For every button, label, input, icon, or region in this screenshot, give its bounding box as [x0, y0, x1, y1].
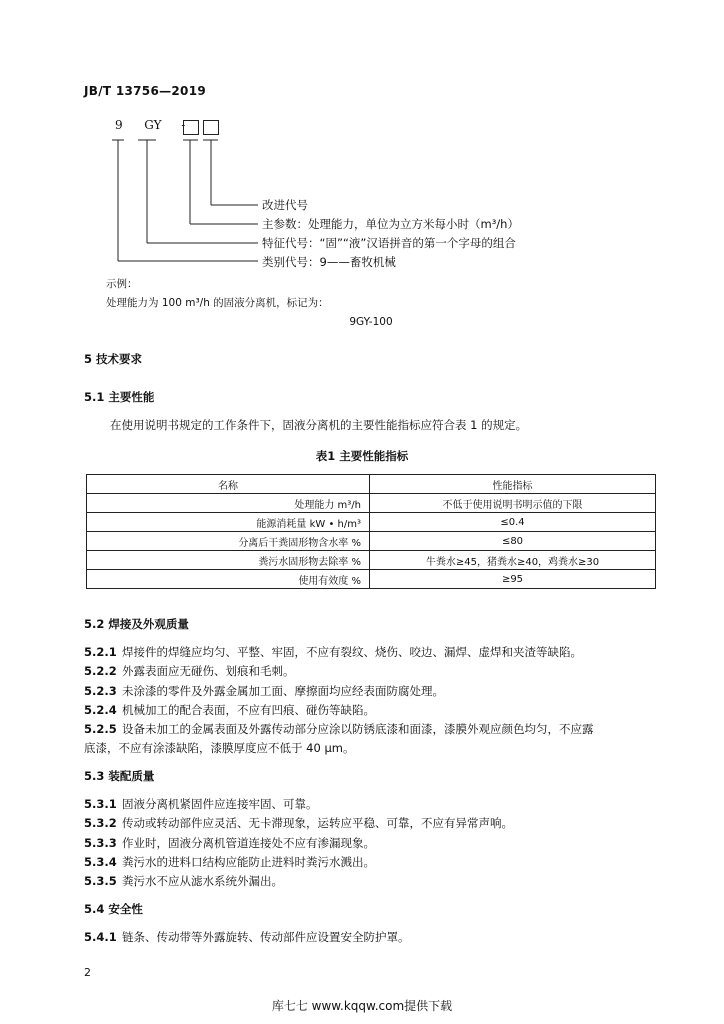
- code-category: 9: [115, 118, 123, 132]
- table-cell-name: 分离后干粪固形物含水率 %: [87, 532, 370, 551]
- table-1-title: 表1 主要性能指标: [315, 449, 409, 463]
- clause-text: 粪污水不应从滤水系统外漏出。: [122, 874, 283, 888]
- clause-text: 固液分离机紧固件应连接牢固、可靠。: [122, 797, 318, 811]
- table-cell-name: 使用有效度 %: [87, 570, 370, 589]
- table-header-row: [87, 475, 656, 494]
- table-row: [87, 494, 656, 513]
- clause-5-3-5: [84, 873, 283, 889]
- clause-5-2-5-continued: 底漆，不应有涂漆缺陷，漆膜厚度应不低于 40 μm。: [84, 741, 355, 755]
- example-mark: 9GY-100: [349, 316, 393, 328]
- clause-5-2-1: [84, 644, 582, 660]
- clause-5-3-4: [84, 854, 375, 870]
- clause-5-3-1: [84, 796, 318, 812]
- table-cell-value: 不低于使用说明书明示值的下限: [370, 494, 656, 513]
- clause-text: 设备未加工的金属表面及外露传动部分应涂以防锈底漆和面漆，漆膜外观应颜色均匀，不应露: [122, 722, 594, 736]
- clause-5-2-2: [84, 663, 295, 679]
- clause-number: 5.4.1: [84, 930, 117, 944]
- clause-number: 5.3.3: [84, 836, 117, 850]
- clause-5-2-5: [84, 721, 594, 737]
- download-footer: 库七七 www.kqqw.com提供下载: [271, 999, 453, 1013]
- table-cell-value: ≥95: [370, 570, 656, 589]
- clause-text: 作业时，固液分离机管道连接处不应有渗漏现象。: [122, 836, 375, 850]
- clause-text: 传动或转动部件应灵活、无卡滞现象，运转应平稳、可靠，不应有异常声响。: [122, 816, 513, 830]
- table-row: [87, 551, 656, 570]
- table-row: [87, 570, 656, 589]
- clause-5-3-3: [84, 835, 375, 851]
- clause-number: 5.3.4: [84, 855, 117, 869]
- table-row: [87, 513, 656, 532]
- legend-feature: 特征代号：“固”“液”汉语拼音的第一个字母的组合: [262, 236, 516, 250]
- clause-number: 5.3.1: [84, 797, 117, 811]
- clause-text: 未涂漆的零件及外露金属加工面、摩擦面均应经表面防腐处理。: [122, 684, 444, 698]
- clause-text: 链条、传动带等外露旋转、传动部件应设置安全防护罩。: [122, 930, 410, 944]
- clause-5-2-4: [84, 702, 375, 718]
- clause-text: 机械加工的配合表面，不应有凹痕、碰伤等缺陷。: [122, 703, 375, 717]
- section-5-title: 5 技术要求: [84, 352, 143, 366]
- table-header-name: 名称: [87, 475, 370, 494]
- section-5-1-text: 在使用说明书规定的工作条件下，固液分离机的主要性能指标应符合表 1 的规定。: [110, 418, 528, 432]
- legend-improvement: 改进代号: [262, 198, 308, 212]
- clause-number: 5.2.2: [84, 664, 117, 678]
- legend-category: 类别代号：9——畜牧机械: [262, 255, 396, 269]
- table-cell-value: ≤0.4: [370, 513, 656, 532]
- clause-5-4-1: [84, 929, 410, 945]
- clause-number: 5.3.5: [84, 874, 117, 888]
- page-number: 2: [84, 966, 91, 979]
- clause-text: 焊接件的焊缝应均匀、平整、牢固，不应有裂纹、烧伤、咬边、漏焊、虚焊和夹渣等缺陷。: [122, 645, 582, 659]
- table-cell-value: ≤80: [370, 532, 656, 551]
- legend-main-param: 主参数：处理能力，单位为立方米每小时（m³/h）: [262, 217, 519, 231]
- code-dash: -: [181, 118, 186, 132]
- section-5-2-title: 5.2 焊接及外观质量: [84, 617, 189, 631]
- clause-5-2-3: [84, 683, 444, 699]
- clause-number: 5.3.2: [84, 816, 117, 830]
- example-label: 示例：: [106, 278, 138, 290]
- table-row: [87, 532, 656, 551]
- table-cell-value: 牛粪水≥45，猪粪水≥40，鸡粪水≥30: [370, 551, 656, 570]
- code-feature: GY: [144, 118, 162, 132]
- clause-text: 外露表面应无碰伤、划痕和毛刺。: [122, 664, 295, 678]
- table-cell-name: 粪污水固形物去除率 %: [87, 551, 370, 570]
- table-cell-name: 处理能力 m³/h: [87, 494, 370, 513]
- table-cell-name: 能源消耗量 kW • h/m³: [87, 513, 370, 532]
- section-5-4-title: 5.4 安全性: [84, 902, 143, 916]
- performance-table: [86, 474, 656, 589]
- table-header-indicator: 性能指标: [370, 475, 656, 494]
- example-text: 处理能力为 100 m³/h 的固液分离机，标记为：: [106, 297, 329, 309]
- clause-number: 5.2.3: [84, 684, 117, 698]
- section-5-3-title: 5.3 装配质量: [84, 769, 155, 783]
- clause-number: 5.2.1: [84, 645, 117, 659]
- clause-5-3-2: [84, 815, 513, 831]
- clause-text: 粪污水的进料口结构应能防止进料时粪污水溅出。: [122, 855, 375, 869]
- clause-number: 5.2.4: [84, 703, 117, 717]
- section-5-1-title: 5.1 主要性能: [84, 390, 155, 404]
- clause-number: 5.2.5: [84, 722, 117, 736]
- standard-number: JB/T 13756—2019: [84, 84, 207, 98]
